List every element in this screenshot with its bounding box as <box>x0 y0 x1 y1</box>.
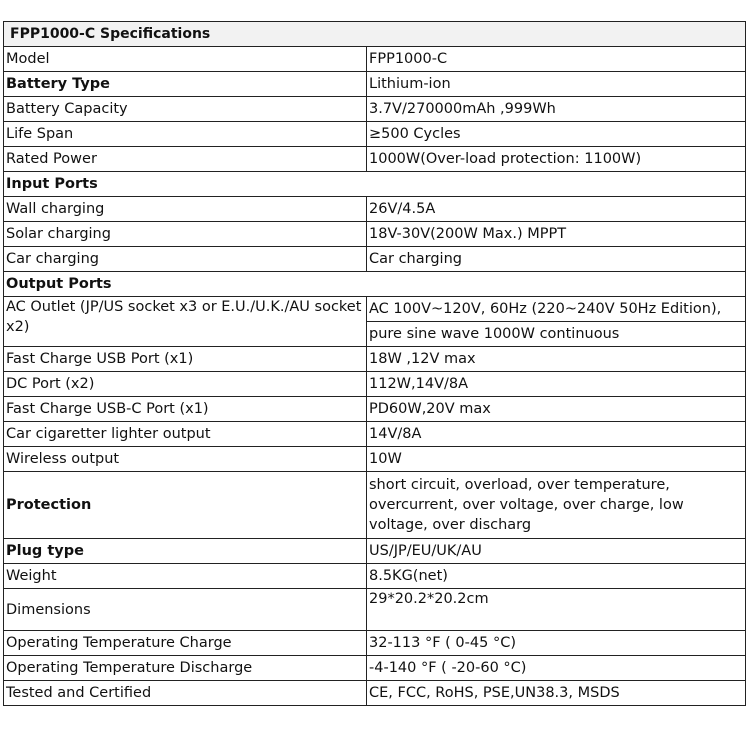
row-value: 18W ,12V max <box>367 347 746 372</box>
table-row <box>4 297 746 322</box>
row-value: 18V-30V(200W Max.) MPPT <box>367 222 746 247</box>
row-label: Car cigaretter lighter output <box>4 422 367 447</box>
table-row <box>4 589 746 631</box>
table-row <box>4 447 746 472</box>
table-row <box>4 122 746 147</box>
table-row <box>4 222 746 247</box>
section-heading: Input Ports <box>4 172 746 197</box>
row-label: Fast Charge USB Port (x1) <box>4 347 367 372</box>
table-row <box>4 564 746 589</box>
row-value: US/JP/EU/UK/AU <box>367 539 746 564</box>
table-row <box>4 197 746 222</box>
table-row <box>4 631 746 656</box>
row-value: 10W <box>367 447 746 472</box>
row-value: ≥500 Cycles <box>367 122 746 147</box>
row-label: Fast Charge USB-C Port (x1) <box>4 397 367 422</box>
row-value: 14V/8A <box>367 422 746 447</box>
section-row-input-ports <box>4 172 746 197</box>
row-value: 26V/4.5A <box>367 197 746 222</box>
row-label: Plug type <box>4 539 367 564</box>
table-row <box>4 539 746 564</box>
table-row <box>4 147 746 172</box>
table-row <box>4 47 746 72</box>
row-value: AC 100V~120V, 60Hz (220~240V 50Hz Edition), <box>367 297 746 322</box>
row-label: Weight <box>4 564 367 589</box>
table-row <box>4 72 746 97</box>
row-value: -4-140 °F ( -20-60 °C) <box>367 656 746 681</box>
row-value: pure sine wave 1000W continuous <box>367 322 746 347</box>
table-row <box>4 422 746 447</box>
row-value: 112W,14V/8A <box>367 372 746 397</box>
row-label: Operating Temperature Discharge <box>4 656 367 681</box>
table-row <box>4 372 746 397</box>
table-row <box>4 656 746 681</box>
section-heading: Output Ports <box>4 272 746 297</box>
table-row <box>4 347 746 372</box>
table-row <box>4 472 746 539</box>
table-title-row <box>4 22 746 47</box>
row-label: Dimensions <box>4 589 367 631</box>
row-value: 29*20.2*20.2cm <box>367 589 746 631</box>
row-label: Life Span <box>4 122 367 147</box>
row-label: Tested and Certified <box>4 681 367 706</box>
row-value: PD60W,20V max <box>367 397 746 422</box>
table-title: FPP1000-C Specifications <box>4 22 746 47</box>
row-value: short circuit, overload, over temperature, overcurrent, over voltage, over charge, low voltage, over discharg <box>367 472 746 539</box>
row-label: Model <box>4 47 367 72</box>
row-label: Operating Temperature Charge <box>4 631 367 656</box>
row-label: Battery Capacity <box>4 97 367 122</box>
row-label: AC Outlet (JP/US socket x3 or E.U./U.K./AU socket x2) <box>4 297 367 347</box>
table-row <box>4 97 746 122</box>
row-label: Battery Type <box>4 72 367 97</box>
row-label: Wireless output <box>4 447 367 472</box>
row-label: Rated Power <box>4 147 367 172</box>
table-row <box>4 397 746 422</box>
row-value: Car charging <box>367 247 746 272</box>
section-row-output-ports <box>4 272 746 297</box>
spec-table <box>3 21 746 706</box>
row-label: Protection <box>4 472 367 539</box>
table-row <box>4 247 746 272</box>
row-value: 8.5KG(net) <box>367 564 746 589</box>
row-value: 3.7V/270000mAh ,999Wh <box>367 97 746 122</box>
row-label: Solar charging <box>4 222 367 247</box>
row-value: 1000W(Over-load protection: 1100W) <box>367 147 746 172</box>
row-value: 32-113 °F ( 0-45 °C) <box>367 631 746 656</box>
row-label: Wall charging <box>4 197 367 222</box>
row-label: Car charging <box>4 247 367 272</box>
row-value: FPP1000-C <box>367 47 746 72</box>
table-row <box>4 681 746 706</box>
row-value: Lithium-ion <box>367 72 746 97</box>
row-value: CE, FCC, RoHS, PSE,UN38.3, MSDS <box>367 681 746 706</box>
row-label: DC Port (x2) <box>4 372 367 397</box>
